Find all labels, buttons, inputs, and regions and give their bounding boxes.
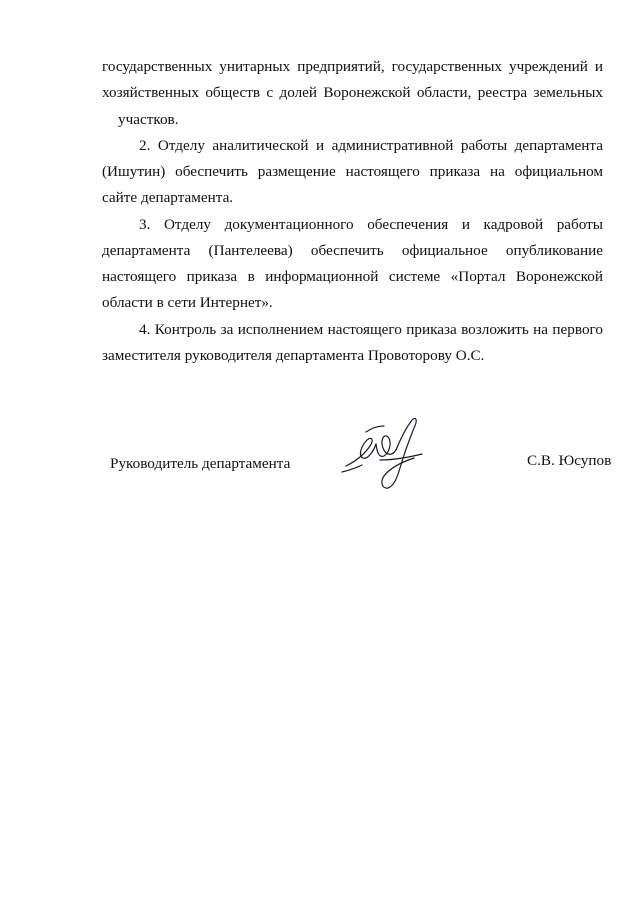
paragraph-4-line-1: 4. Контроль за исполнением настоящего приказа возложить на первого [139,321,603,338]
paragraph-3-line-4: области в сети Интернет». [102,294,273,311]
signatory-name: С.В. Юсупов [527,452,612,469]
paragraph-2-line-2: (Ишутин) обеспечить размещение настоящего приказа на официальном [102,163,603,180]
signatory-title: Руководитель департамента [110,455,291,472]
paragraph-2-line-1: 2. Отделу аналитической и административной работы департамента [139,137,603,154]
paragraph-4-line-2: заместителя руководителя департамента Провоторову О.С. [102,347,485,364]
paragraph-1-line-3: участков. [118,111,179,128]
paragraph-1-line-1: государственных унитарных предприятий, государственных учреждений и [102,58,603,75]
paragraph-1-line-2: хозяйственных обществ с долей Воронежской области, реестра земельных [102,84,603,101]
paragraph-3-line-2: департамента (Пантелеева) обеспечить официальное опубликование [102,242,603,259]
paragraph-2-line-3: сайте департамента. [102,189,234,206]
paragraph-3-line-1: 3. Отделу документационного обеспечения и кадровой работы [139,216,603,233]
handwritten-signature [336,410,432,494]
paragraph-3-line-3: настоящего приказа в информационной системе «Портал Воронежской [102,268,603,285]
